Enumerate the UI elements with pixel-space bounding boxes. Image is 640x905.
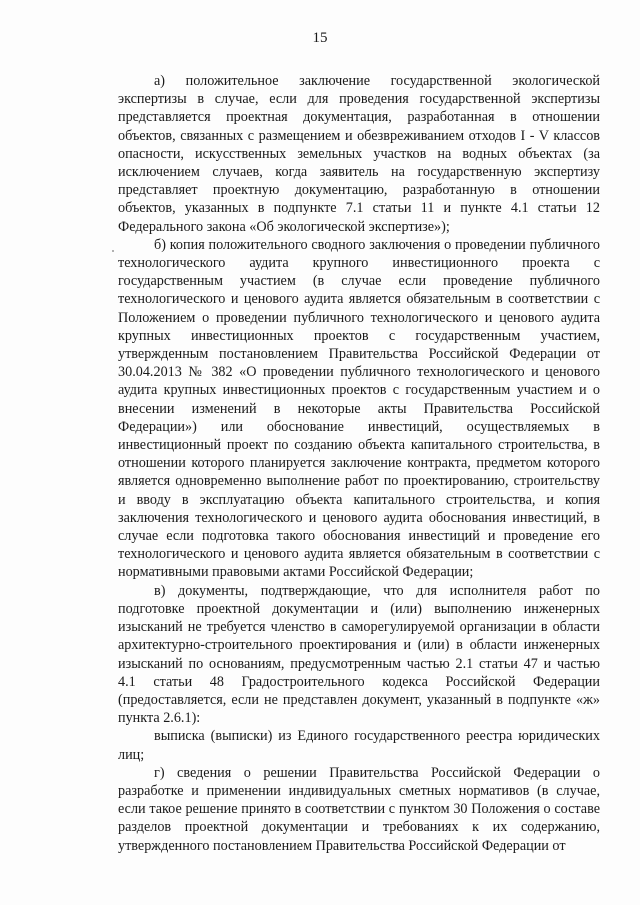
paragraph-v: в) документы, подтверждающие, что для исполнителя работ по подготовке проектной документации и (или) выполнению инженерных изысканий не требуется членство в саморегулируемой организации в области архитектурно-строительного проектирования и (или) в области инженерных изысканий по основаниям, предусмотренным частью 2.1 статьи 47 и частью 4.1 статьи 48 Градостроительного кодекса Российской Федерации (предоставляется, если не представлен документ, указанный в подпункте «ж» пункта 2.6.1): [118,582,600,727]
document-body [118,72,600,855]
paragraph-g: г) сведения о решении Правительства Российской Федерации о разработке и применении индивидуальных сметных нормативов (в случае, если такое решение принято в соответствии с пунктом 30 Положения о составе разделов проектной документации и требованиях к их содержанию, утвержденного постановлением Правительства Российской Федерации от [118,764,600,854]
page-number: 15 [312,30,328,46]
paragraph-b: б) копия положительного сводного заключения о проведении публичного технологического аудита крупного инвестиционного проекта с государственным участием (в случае если проведение публичного технологического и ценового аудита является обязательным в соответствии с Положением о проведении публичного технологического и ценового аудита крупных инвестиционных проектов с государственным участием, утвержденным постановлением Правительства Российской Федерации от 30.04.2013 № 382 «О проведении публичного технологического и ценового аудита крупных инвестиционных проектов с государственным участием и о внесении изменений в некоторые акты Правительства Российской Федерации») или обоснование инвестиций, осуществляемых в инвестиционный проект по созданию объекта капитального строительства, в отношении которого планируется заключение контракта, предметом которого является одновременно выполнение работ по проектированию, строительству и вводу в эксплуатацию объекта капитального строительства, и копия заключения технологического и ценового аудита обоснования инвестиций, в случае если подготовка такого обоснования инвестиций и проведение его технологического и ценового аудита является обязательным в соответствии с нормативными правовыми актами Российской Федерации; [118,236,600,581]
paragraph-extract: выписка (выписки) из Единого государственного реестра юридических лиц; [118,728,600,763]
paragraph-a: а) положительное заключение государственной экологической экспертизы в случае, если для проведения государственной экспертизы представляется проектная документация, разработанная в отношении объектов, связанных с размещением и обезвреживанием отходов I - V классов опасности, искусственных земельных участков на водных объектах (за исключением случаев, когда заявитель на государственную экспертизу представляет проектную документацию, разработанную в отношении объектов, указанных в подпункте 7.1 статьи 11 и пункте 4.1 статьи 12 Федерального закона «Об экологической экспертизе»); [118,73,600,235]
scan-speck [112,250,114,252]
